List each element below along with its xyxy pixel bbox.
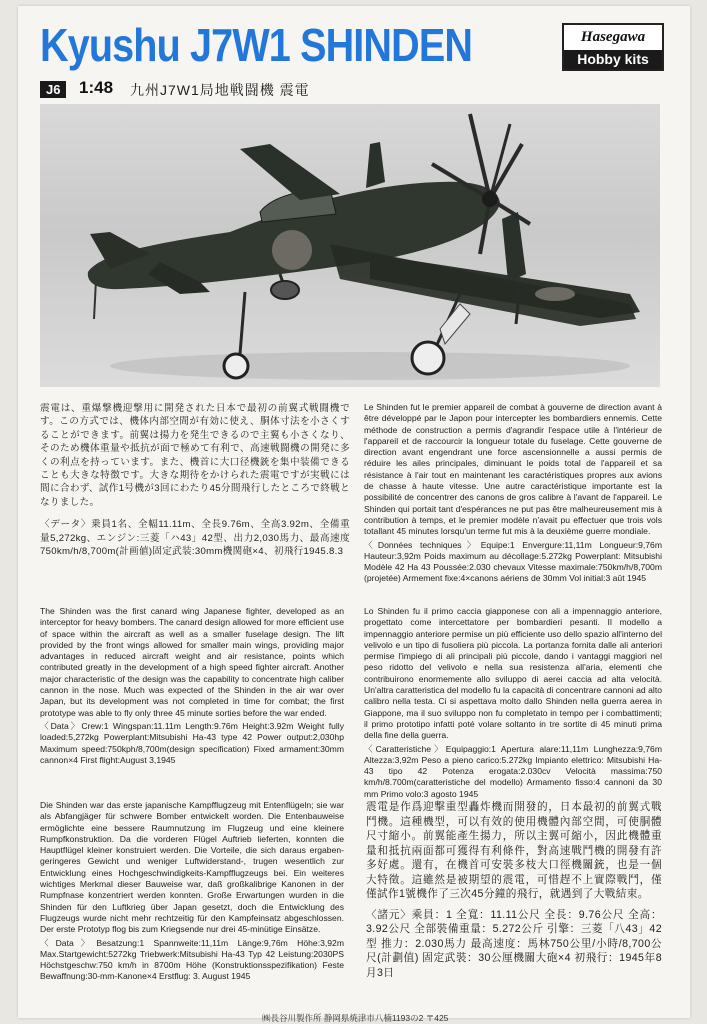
english-body: The Shinden was the first canard wing Japanese fighter, developed as an interceptor for heavy bombers. The canard design allowed for more efficient use of space within the aircraft as well as a smaller fuselage design. The lift provided by the front wings allowed for smaller main wings, providing major advantages in reduced aircraft weight and air resistance, points which contributed greatly in the development of a high speed fighter aircraft. Another major characteristic of the design was the capability to concentrate high caliber cannon in the nose. Much was expected of the Shinden in the air war over Japan, but its development was not completed in time for combat; the first prototype was able to fly only three 45 minute sorties before the war ended. bbox=[40, 606, 344, 718]
french-description bbox=[364, 402, 662, 594]
italian-spec: 〈Caratteristiche〉Equipaggio:1 Apertura alare:11,11m Lunghezza:9,76m Altezza:3,92m Peso a pieno carico:5.272kg Impianto elettrico: Mitsubishi Ha-43 tipo 42 Potenza erogata:2.030cv Velocità massima:750 km/h/8.700m(caratteristiche del modello) Armamento fisso:4 cannoni da 30 mm Primo volo:3 agosto 1945 bbox=[364, 743, 662, 799]
english-spec: 〈Data〉Crew:1 Wingspan:11.11m Length:9.76m Height:3.92m Weight fully loaded:5,272kg Powerplant:Mitsubishi Ha-43 type 42 Power output:2,030hp Maximum speed:750kph/8,700m(design specification) Fixed armament:30mm cannon×4 First flight:August 3,1945 bbox=[40, 720, 344, 765]
german-spec: 〈Data〉Besatzung:1 Spannweite:11,11m Länge:9,76m Höhe:3,92m Max.Startgewicht:5272kg Triebwerk:Mitsubishi Ha-43 Typ 42 Leistung:2030PS Höchstgeschw:750 km/h in 8700m Höhe (Konstruktionsspezifikation) Feste Bewaffnung:30-mm-Kanone×4 Erstflug: 3. August 1945 bbox=[40, 937, 344, 982]
shinden-model-photo bbox=[40, 104, 660, 387]
italian-description bbox=[364, 606, 662, 799]
hasegawa-logo bbox=[562, 23, 664, 71]
logo-brand: Hasegawa bbox=[566, 27, 660, 47]
english-description bbox=[40, 606, 344, 786]
chinese-body: 震電是作爲迎擊重型轟炸機而開發的，日本最初的前翼式戰鬥機。這種機型，可以有效的使用機體內部空間，可使胴體尺寸縮小。前翼能產生揚力，所以主翼可縮小，因此機體重量和抵抗兩面都可獲得有利條件，對高速戰鬥機的開發有許多好處。還有，在機首可安裝多枝大口徑機關銃，也是一個大特徵。這雖然是被期望的震電，可惜趕不上實際戰鬥，僅僅試作1號機作了三次45分鐘的飛行，就遇到了大戰結束。 bbox=[366, 801, 662, 900]
kit-code-badge: J6 bbox=[40, 81, 66, 98]
french-body: Le Shinden fut le premier appareil de combat à gouverne de direction avant à être développé par le Japon pour intercepter les bombardiers ennemis. Cette méthode de construction a permis d'agrandir l'espace utile à l'intérieur de l'appareil et de raccourcir la longueur totale du fuselage. Cette gouverne de direction avant engendrant une force ascensionnelle a aussi permis de réduire les ailes principales, diminuant le poids total de l'appareil et sa résistance à l'air tout en maintenant les caractéristiques propres aux avions de chasse à haute vitesse. Une autre caractéristique importante est la possibilité de concentrer des canons de gros calibre à l'avant de l'appareil. Le Shinden qui portait tant d'espérances ne put pas être malheureusement mis à contribution à temps, et le premier modèle n'avait pu effectuer que trois vols totallant 45 minutes lorsqu'un terme fut mis à la deuxième guerre mondiale. bbox=[364, 402, 662, 537]
chinese-spec: 〈諸元〉乘員：1 全寬：11.11公尺 全長：9.76公尺 全高：3.92公尺 全部裝備重量：5.272公斤 引擎：三菱「八43」42型 推力：2.030馬力 最高速度：馬林750公里/小時/8,700公尺(計劃值) 固定武裝：30公厘機關大砲×4 初飛行：1945年8月3日 bbox=[366, 908, 662, 979]
japanese-spec: 〈データ〉乗員1名、全幅11.11m、全長9.76m、全高3.92m、全備重量5,272kg、エンジン:三菱「ハ43」42型、出力2,030馬力、最高速度750km/h/8,700m(計画値)固定武装:30mm機関砲×4、初飛行1945.8.3 bbox=[40, 519, 350, 558]
aircraft-illustration bbox=[40, 104, 660, 387]
german-body: Die Shinden war das erste japanische Kampfflugzeug mit Entenflügeln; sie war als Abfangjäger für schwere Bomber entwickelt worden. Die Entenbauweise ermöglichte eine bessere Raumnutzung im Flugzeug und eine kleinere Rumpfkonstruktion. Da die vorderen Flügel Auftrieb lieferten, konnten die Hauptflügel kleiner konstruiert werden. Die Vorteile, die sich daraus ergaben-geringeres Gewicht und weniger Luftwiderstand-, trugen wesentlich zur Entwicklung eines Hochgeschwindigkeits-Kampfflugzeugs bei. Ein weiteres wichtiges Merkmal dieser Bauweise war, daß großkalibrige Kanonen in der Rumpfnase konzentriert werden konnten. Große Erwartungen wurden in die Shinden für den Luftkrieg über Japan gesetzt, doch die Entwicklung des Flugzeugs wurde nicht mehr rechtzeitig für den Kampfeinsatz abgeschlossen. Der erste Prototyp flog bis zum Kriegsende nur drei 45-minütige Einsätze. bbox=[40, 800, 344, 935]
publisher-footer: ㈱長谷川製作所 静岡県焼津市八楠1193の2 〒425 bbox=[262, 1013, 449, 1023]
french-spec: 〈Données techniques〉Equipe:1 Envergure:11,11m Longueur:9,76m Hauteur:3,92m Poids maximum au décollage:5.272kg Powerplant: Mitsubishi Modèle 42 Ha 43 Poussée:2.030 chevaux Vitesse maximale:750km/h/8,700m (projetée) Armement fixe:4×canons aériens de 30mm Vol initial:3 aût 1945 bbox=[364, 539, 662, 584]
german-description bbox=[40, 800, 344, 996]
japanese-description bbox=[40, 402, 350, 582]
japanese-body: 震電は、重爆撃機迎撃用に開発された日本で最初の前翼式戦闘機です。この方式では、機体内部空間が有効に使え、胴体寸法を小さくすることができます。前翼は揚力を発生できるので主翼も小さくなり、そのため機体重量や抵抗が面で極めて有利で、高速戦闘機の開発に多くの利点を持っています。また、機首に大口径機銃を集中装備できることも大きな特徴です。大きな期待をかけられた震電ですが実戦には間に合わず、試作1号機が3回にわたり45分間飛行したところで終戦となりました。 bbox=[40, 403, 350, 508]
logo-sub: Hobby kits bbox=[564, 50, 662, 69]
chinese-description bbox=[366, 800, 662, 1000]
italian-body: Lo Shinden fu il primo caccia giapponese con ali a impennaggio anteriore, progettato come intercettatore per bombardieri pesanti. Il modello a impennaggio anteriore permise un più efficiente uso dello spazio all'interno del velivolo e un tipo di fusoliera più piccola. La portanza fornita dalle ali anteriori permise l'impiego di ali principali più piccole, dando i vantaggi maggiori nel peso ridotto del velivolo e nella sua resistenza all'aria, elementi che contribuirono enormemente allo sviluppo di aerei caccia ad alta velocità. Un'altra caratteristica del modello fu la capacità di concentrare cannoni ad alto calibro nella testa. Ci si aspettava molto dallo Shinden nella guerra aerea in Giappone, ma il suo sviluppo non fu completato in tempo per i combattimenti; il primo prototipo infatti poté volare soltanto in tre sortite di 45 minuti prima della fine della guerra. bbox=[364, 606, 662, 741]
scale-label: 1:48 bbox=[79, 78, 114, 97]
japanese-subtitle: 九州J7W1局地戦闘機 震電 bbox=[130, 82, 310, 98]
page-title: Kyushu J7W1 SHINDEN bbox=[40, 19, 473, 71]
